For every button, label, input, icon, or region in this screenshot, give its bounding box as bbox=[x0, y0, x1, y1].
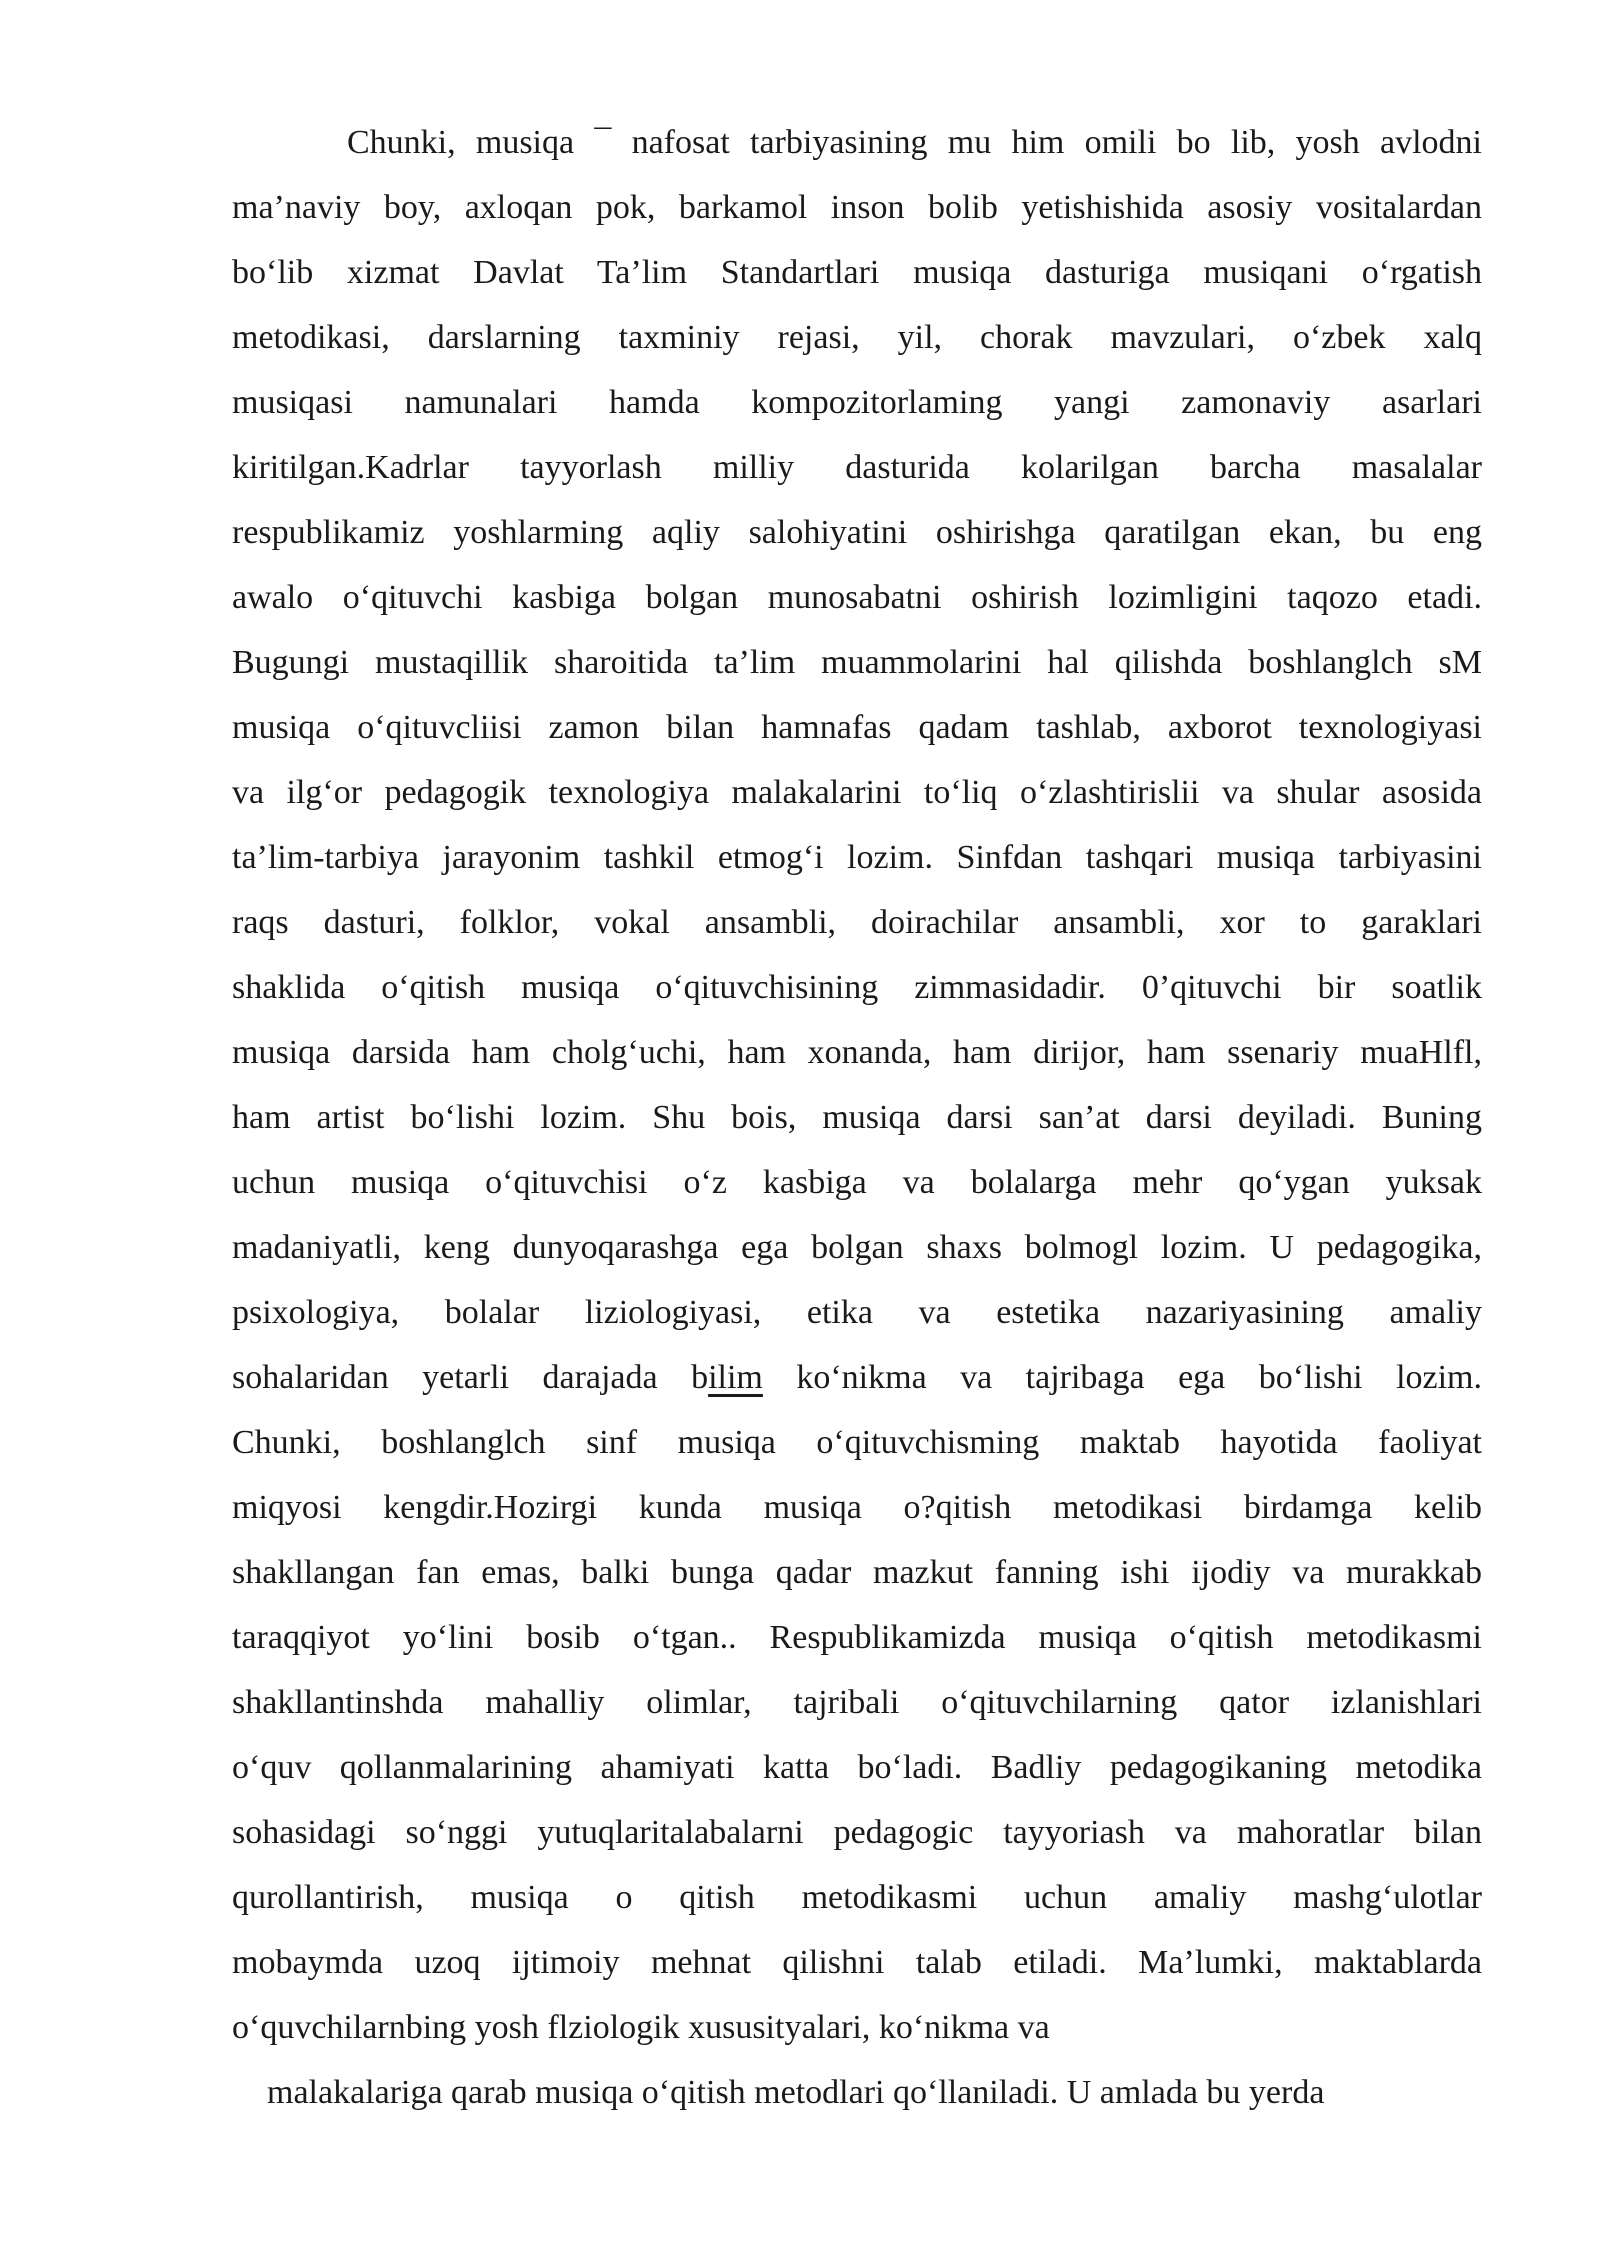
text-line: musiqasi namunalari hamda kompozitorlaming yangi zamonaviy asarlari bbox=[232, 384, 1482, 421]
text-line: sohasidagi so‘nggi yutuqlaritalabalarni pedagogic tayyoriash va mahoratlar bilan bbox=[232, 1814, 1482, 1851]
text-line: awalo o‘qituvchi kasbiga bolgan munosabatni oshirish lozimligini taqozo etadi. bbox=[232, 579, 1482, 616]
text-line: raqs dasturi, folklor, vokal ansambli, doirachilar ansambli, xor to garaklari bbox=[232, 904, 1482, 941]
text-line: metodikasi, darslarning taxminiy rejasi, yil, chorak mavzulari, o‘zbek xalq bbox=[232, 319, 1482, 356]
underlined-word: ilim bbox=[708, 1359, 763, 1396]
text-segment: sohalaridan yetarli darajada b bbox=[232, 1359, 709, 1396]
text-line: malakalariga qarab musiqa o‘qitish metodlari qo‘llaniladi. U amlada bu yerda bbox=[267, 2074, 1325, 2111]
text-line: Chunki, musiqa ¯ nafosat tarbiyasining mu him omili bo lib, yosh avlodni bbox=[347, 124, 1482, 161]
text-line: shaklida o‘qitish musiqa o‘qituvchisining zimmasidadir. 0’qituvchi bir soatlik bbox=[232, 969, 1482, 1006]
text-line: uchun musiqa o‘qituvchisi o‘z kasbiga va bolalarga mehr qo‘ygan yuksak bbox=[232, 1164, 1482, 1201]
text-line: shakllantinshda mahalliy olimlar, tajribali o‘qituvchilarning qator izlanishlari bbox=[232, 1684, 1482, 1721]
text-line: musiqa darsida ham cholg‘uchi, ham xonanda, ham dirijor, ham ssenariy muaHlfl, bbox=[232, 1034, 1482, 1071]
text-line: Chunki, boshlanglch sinf musiqa o‘qituvchisming maktab hayotida faoliyat bbox=[232, 1424, 1482, 1461]
text-line: ta’lim-tarbiya jarayonim tashkil etmog‘i lozim. Sinfdan tashqari musiqa tarbiyasini bbox=[232, 839, 1482, 876]
text-line: miqyosi kengdir.Hozirgi kunda musiqa o?qitish metodikasi birdamga kelib bbox=[232, 1489, 1482, 1526]
text-line: ham artist bo‘lishi lozim. Shu bois, musiqa darsi san’at darsi deyiladi. Buning bbox=[232, 1099, 1482, 1136]
text-line: bo‘lib xizmat Davlat Ta’lim Standartlari musiqa dasturiga musiqani o‘rgatish bbox=[232, 254, 1482, 291]
body-text bbox=[232, 110, 1482, 2125]
text-line: Bugungi mustaqillik sharoitida ta’lim muammolarini hal qilishda boshlanglch sM bbox=[232, 644, 1482, 681]
text-line: taraqqiyot yo‘lini bosib o‘tgan.. Respublikamizda musiqa o‘qitish metodikasmi bbox=[232, 1619, 1482, 1656]
text-line: madaniyatli, keng dunyoqarashga ega bolgan shaxs bolmogl lozim. U pedagogika, bbox=[232, 1229, 1482, 1266]
text-line: va ilg‘or pedagogik texnologiya malakalarini to‘liq o‘zlashtirislii va shular asosida bbox=[232, 774, 1482, 811]
text-line: psixologiya, bolalar liziologiyasi, etika va estetika nazariyasining amaliy bbox=[232, 1294, 1482, 1331]
text-line: ma’naviy boy, axloqan pok, barkamol inson bolib yetishishida asosiy vositalardan bbox=[232, 189, 1482, 226]
text-line: mobaymda uzoq ijtimoiy mehnat qilishni talab etiladi. Ma’lumki, maktablarda bbox=[232, 1944, 1482, 1981]
text-line: musiqa o‘qituvcliisi zamon bilan hamnafas qadam tashlab, axborot texnologiyasi bbox=[232, 709, 1482, 746]
text-line: qurollantirish, musiqa o qitish metodikasmi uchun amaliy mashg‘ulotlar bbox=[232, 1879, 1482, 1916]
text-segment: ko‘nikma va tajribaga ega bo‘lishi lozim. bbox=[762, 1359, 1482, 1396]
text-line bbox=[232, 1345, 1482, 1410]
text-line: kiritilgan.Kadrlar tayyorlash milliy dasturida kolarilgan barcha masalalar bbox=[232, 449, 1482, 486]
text-line: o‘quvchilarnbing yosh flziologik xususityalari, ko‘nikma va bbox=[232, 2009, 1050, 2046]
text-line: respublikamiz yoshlarming aqliy salohiyatini oshirishga qaratilgan ekan, bu eng bbox=[232, 514, 1482, 551]
text-line: o‘quv qollanmalarining ahamiyati katta bo‘ladi. Badliy pedagogikaning metodika bbox=[232, 1749, 1482, 1786]
text-line: shakllangan fan emas, balki bunga qadar mazkut fanning ishi ijodiy va murakkab bbox=[232, 1554, 1482, 1591]
